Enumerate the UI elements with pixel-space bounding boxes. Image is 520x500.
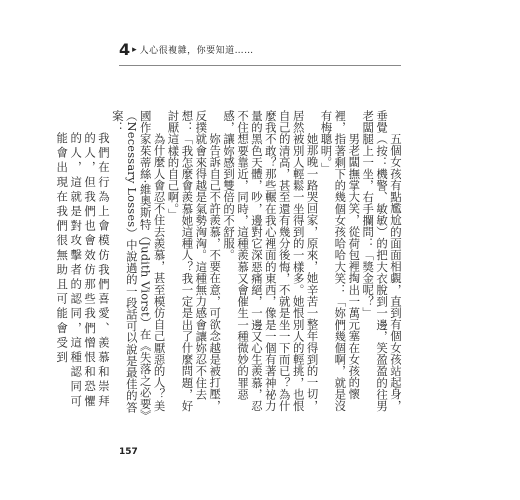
- chapter-arrow-icon: ▸: [132, 44, 137, 55]
- body-text: [55, 110, 403, 422]
- block-quote: 我們在行為上會模仿我們喜愛、羨慕和崇拜的人，但我們也會效仿那些我們憎恨和恐懼的人，這就是對攻擊者的認同，這種認同可能會出現在我們很無助且可能會受到: [55, 132, 111, 410]
- paragraph: 五個女孩有點尷尬的面面相覷，直到有個女孩站起身，垂覺（按：機警、敏敏）的把大衣脫到一邊，笑盈盈的往男老闆腿上一坐，右手攔問：「獎金呢？」: [361, 110, 403, 412]
- chapter-number: 4: [119, 40, 131, 59]
- paragraph: 她那晚一路哭回家，原來，她辛苦一整年得到的一切，居然被別人輕鬆一坐得到的一樣多。她恨別人的輕挑，也恨自己的清高，甚至還有幾分後悔，不就是坐一下而已？為什麼我不敢？那些輾在我心裡面的東西，像是一個有著神祕力量的黑色天體，吵，邊對它深惡痛絕，一邊又心生羨慕，忍不住想要靠近，同時，這種羨慕又會催生一種微妙的罪惡感，讓妳感到雙倍的不舒服。: [222, 110, 320, 412]
- running-header: [119, 40, 254, 59]
- page-number: 157: [119, 447, 138, 457]
- chapter-title: 人心很複雜，你要知道……: [139, 46, 254, 56]
- paragraph: 妳告訴自己不許羨慕，不要在意，可欲念越是被打壓，反撲就會來得越是氣勢洶洶。這種無力感會讓妳忍不住去想：「我怎麼會羨慕她這種人？我一定是出了什麼問題，好討厭這樣的自己啊。」: [166, 110, 223, 412]
- paragraph: 男老闆撫掌大笑，從荷包裡掏出一萬元塞在女孩的懷裡，指著剩下的幾個女孩哈哈大笑：「妳們幾個啊，就是沒有梅聰明。」: [319, 110, 362, 412]
- header-divider: [119, 65, 401, 66]
- paragraph: 為什麼人會忍不住去羨慕，甚至模仿自己厭惡的人？美國作家茱蒂絲·維奧斯特（Judith Viorst）在《失落之必要》（Necessary Losses）中說過的一段話可以說是最佳的答案：: [110, 110, 167, 422]
